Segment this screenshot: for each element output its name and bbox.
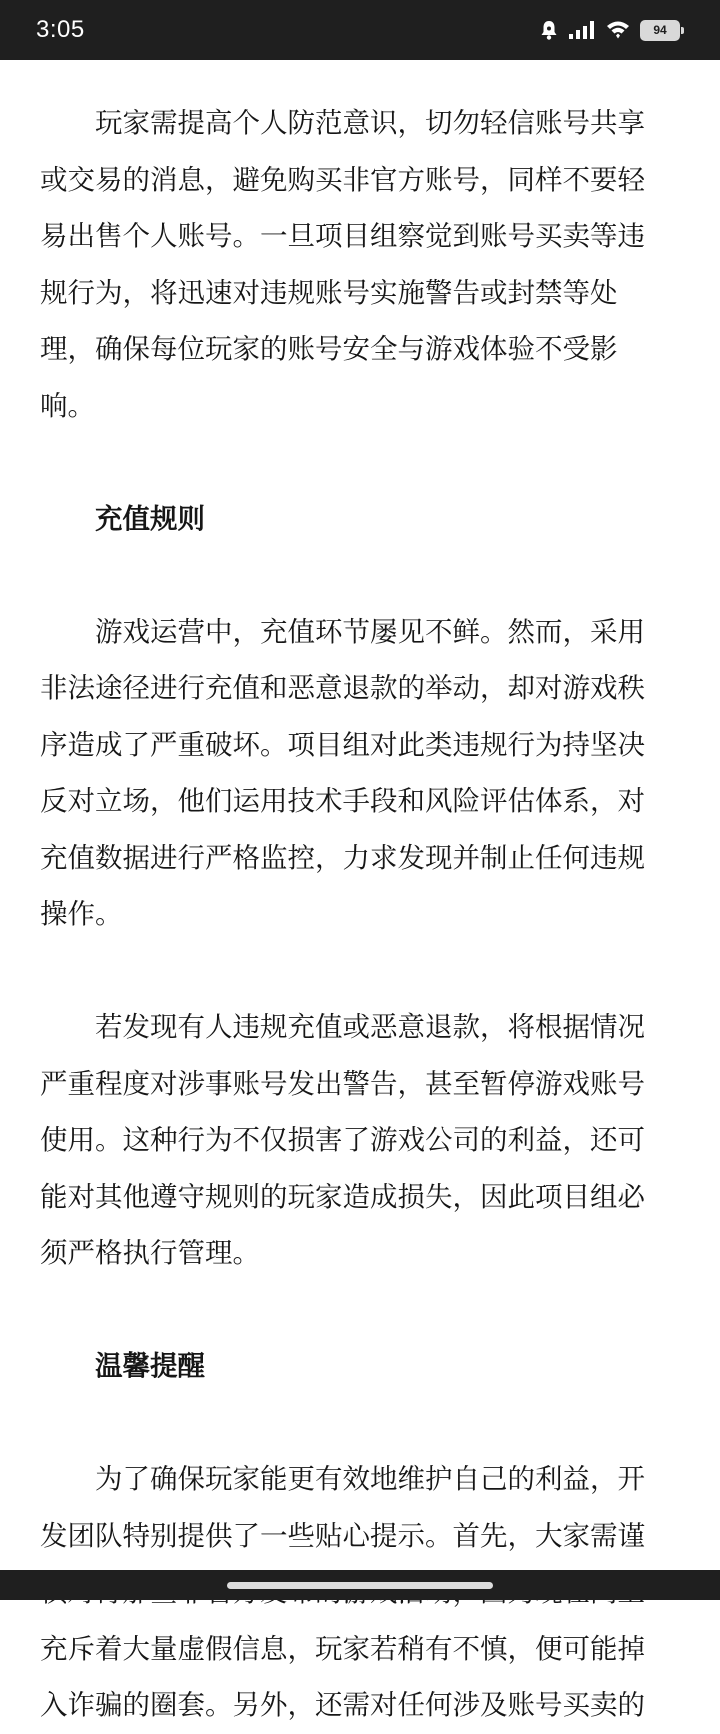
battery-cap [681,27,684,34]
navigation-bar [0,1570,720,1600]
section-heading-recharge-rules: 充值规则 [95,502,205,535]
battery-level: 94 [653,22,667,37]
article-paragraph: 若发现有人违规充值或恶意退款，将根据情况严重程度对涉事账号发出警告，甚至暂停游戏账号使用。这种行为不仅损害了游戏公司的利益，还可能对其他遵守规则的玩家造成损失，因此项目组必须严格执行管理。 [40,1011,645,1269]
article-paragraph: 游戏运营中，充值环节屡见不鲜。然而，采用非法途径进行充值和恶意退款的举动，却对游戏秩序造成了严重破坏。项目组对此类违规行为持坚决反对立场，他们运用技术手段和风险评估体系，对充值数据进行严格监控，力求发现并制止任何违规操作。 [40,615,645,930]
status-time: 3:05 [36,16,85,43]
article-body [40,95,655,1734]
article-paragraph: 为了确保玩家能更有效地维护自己的利益，开发团队特别提供了一些贴心提示。首先，大家需谨 充斥着大量虚假信息，玩家若稍有不慎，便可能掉入诈骗的圈套。另外，还需对任何涉及账号买卖的 [40,1463,645,1721]
signal-strength-icon [568,20,596,40]
article-paragraph: 玩家需提高个人防范意识，切勿轻信账号共享或交易的消息，避免购买非官方账号，同样不要轻易出售个人账号。一旦项目组察觉到账号买卖等违规行为，将迅速对违规账号实施警告或封禁等处理，确保每位玩家的账号安全与游戏体验不受影响。 [40,107,645,422]
wifi-icon [606,20,630,40]
alarm-bell-icon [540,20,558,40]
home-indicator[interactable] [227,1582,493,1589]
article-scroll-area[interactable] [0,60,720,1721]
battery-icon [640,20,680,41]
status-icons [540,0,680,60]
section-heading-friendly-reminder: 温馨提醒 [95,1350,205,1382]
status-bar [0,0,720,60]
